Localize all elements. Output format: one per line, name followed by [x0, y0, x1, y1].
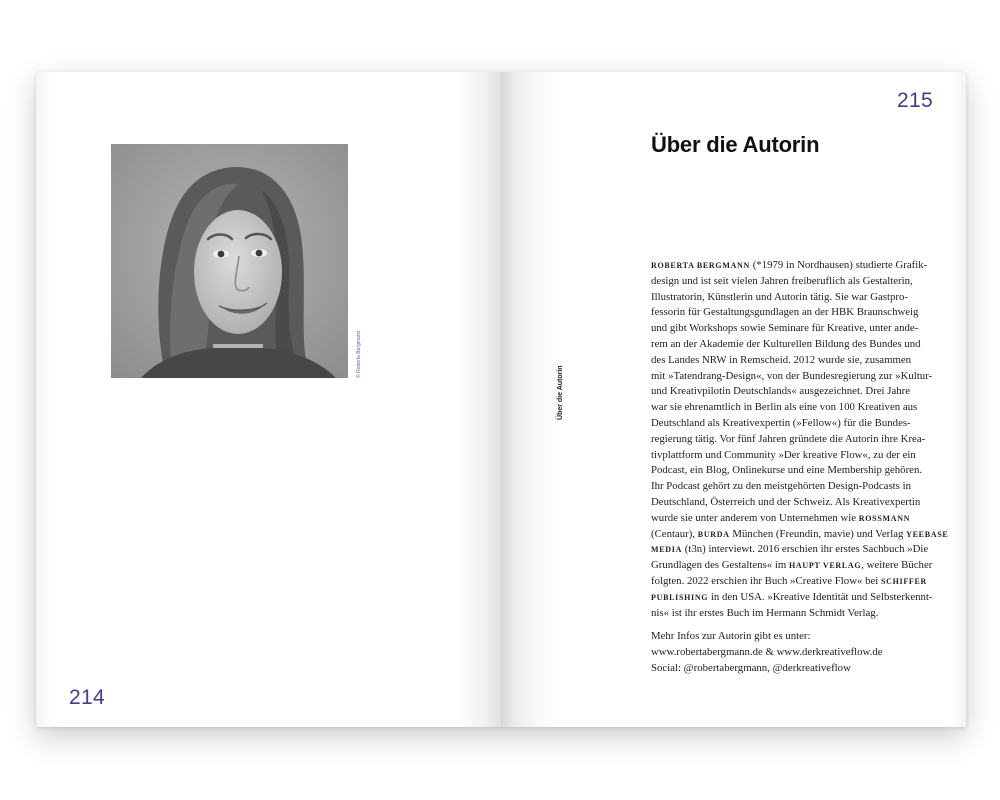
bio-line: Podcast, ein Blog, Onlinekurse und eine Membership gehören. [651, 464, 923, 477]
author-portrait [111, 144, 348, 378]
bio-line: war sie ehrenamtlich in Berlin als eine von 100 Kreativen aus [651, 401, 918, 414]
bio-line: nis« ist ihr erstes Buch im Hermann Schmidt Verlag. [651, 606, 879, 619]
photo-credit: © Roberta Bergmann [356, 330, 362, 378]
bio-line: rem an der Akademie der Kulturellen Bildung des Bundes und [651, 337, 921, 350]
company-name: YEEBASE [906, 529, 949, 539]
bio-line: wurde sie unter anderem von Unternehmen wie ROSSMANN [651, 511, 911, 524]
company-name: ROSSMANN [858, 513, 911, 523]
bio-line: Deutschland, Österreich und der Schweiz. Als Kreativexpertin [651, 495, 921, 508]
page-number-right: 215 [897, 89, 933, 112]
bio-line: PUBLISHING in den USA. »Kreative Identität und Selbsterkennt- [651, 590, 933, 603]
bio-line: Grundlagen des Gestaltens« im HAUPT VERLAG, weitere Bücher [651, 559, 933, 572]
bio-line: design und ist seit vielen Jahren freiberuflich als Gestalterin, [651, 274, 913, 287]
more-info-social: Social: @robertabergmann, @derkreativeflow [651, 661, 851, 674]
author-name: ROBERTA BERGMANN [651, 261, 751, 270]
company-name: PUBLISHING [651, 592, 709, 602]
bio-line: des Landes NRW in Remscheid. 2012 wurde sie, zusammen [651, 353, 912, 366]
bio-line: Ihr Podcast gehört zu den meistgehörten Design-Podcasts in [651, 480, 911, 493]
more-info [651, 629, 883, 676]
bio-line: mit »Tatendrang-Design«, von der Bundesregierung zur »Kultur- [651, 369, 933, 382]
open-book [36, 72, 966, 727]
more-info-intro: Mehr Infos zur Autorin gibt es unter: [651, 630, 811, 642]
left-page [36, 72, 501, 727]
company-name: SCHIFFER [880, 576, 928, 586]
company-name: HAUPT VERLAG [788, 561, 862, 571]
bio-line: Illustratorin, Künstlerin und Autorin tätig. Sie war Gastpro- [651, 290, 908, 303]
section-title: Über die Autorin [651, 132, 820, 157]
bio-line: und gibt Workshops sowie Seminare für Kreative, unter ande- [651, 322, 919, 335]
company-name: BURDA [697, 529, 730, 539]
running-head: Über die Autorin [557, 365, 564, 420]
bio-line: folgten. 2022 erschien ihr Buch »Creative Flow« bei SCHIFFER [651, 574, 928, 587]
bio-line: tivplattform und Community »Der kreative Flow«, zu der ein [651, 448, 916, 461]
right-page [501, 72, 966, 727]
bio-line: ROBERTA BERGMANN (*1979 in Nordhausen) studierte Grafik- [651, 259, 928, 271]
bio-line: und Kreativpilotin Deutschlands« ausgezeichnet. Drei Jahre [651, 385, 911, 398]
author-biography [651, 258, 947, 621]
bio-line: regierung tätig. Vor fünf Jahren gründete die Autorin ihre Krea- [651, 432, 926, 445]
bio-line: fessorin für Gestaltungsgundlagen an der HBK Braunschweig [651, 306, 919, 319]
more-info-websites: www.robertabergmann.de & www.derkreativeflow.de [651, 645, 883, 658]
bio-line: MEDIA (t3n) interviewt. 2016 erschien ihr erstes Sachbuch »Die [651, 543, 929, 556]
company-name: MEDIA [651, 545, 683, 555]
bio-line: Deutschland als Kreativexpertin (»Fellow«) für die Bundes- [651, 416, 911, 429]
bio-line: (Centaur), BURDA München (Freundin, mavie) und Verlag YEEBASE [651, 527, 949, 540]
page-number-left: 214 [69, 686, 105, 709]
